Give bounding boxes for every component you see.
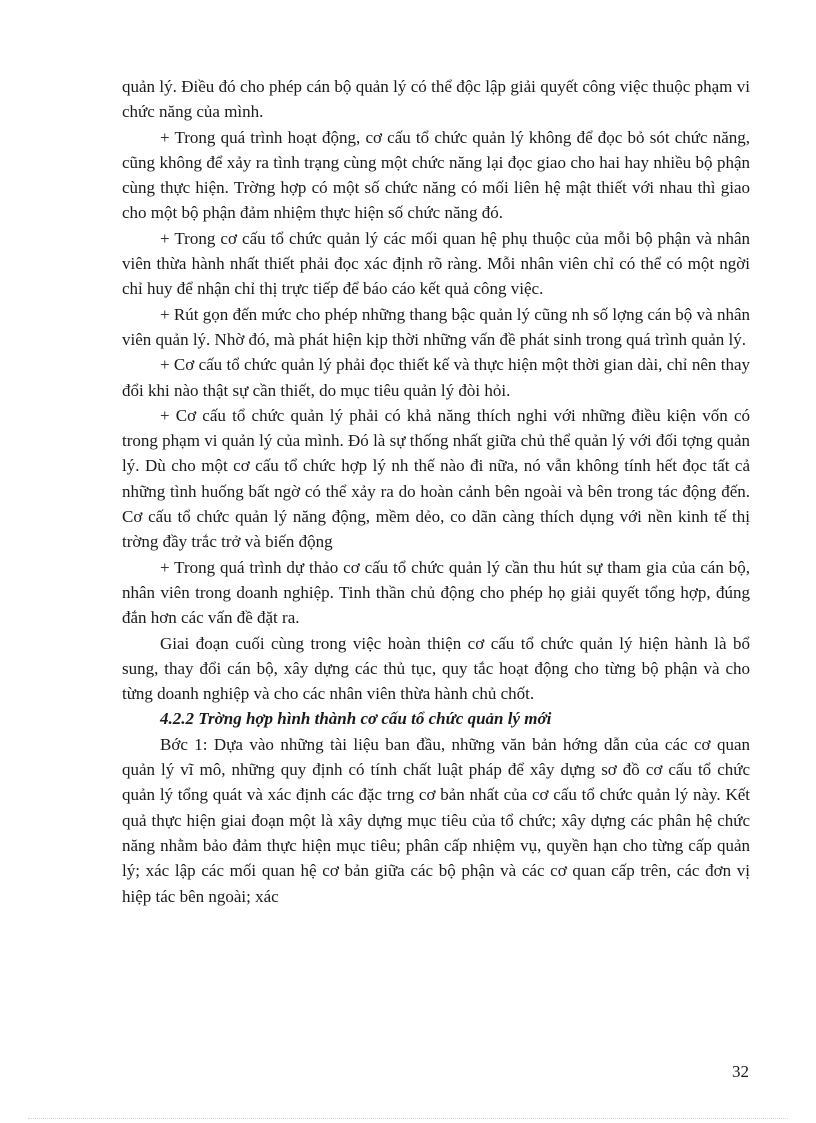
document-body bbox=[122, 74, 750, 909]
paragraph-item-6: + Trong quá trình dự thảo cơ cấu tổ chức quản lý cần thu hút sự tham gia của cán bộ, nhân viên trong doanh nghiệp. Tinh thần chủ động cho phép họ giải quyết tổng hợp, đúng đắn hơn các vấn đề đặt ra. bbox=[122, 557, 750, 628]
paragraph-item-3: + Rút gọn đến mức cho phép những thang bậc quản lý cũng nh số lợng cán bộ và nhân viên quản lý. Nhờ đó, mà phát hiện kịp thời những vấn đề phát sinh trong quá trình quản lý. bbox=[122, 304, 750, 349]
page-number: 32 bbox=[732, 1062, 749, 1081]
paragraph-continuation: quản lý. Điều đó cho phép cán bộ quản lý có thể độc lập giải quyết công việc thuộc phạm vi chức năng của mình. bbox=[122, 77, 750, 122]
paragraph-final-stage: Giai đoạn cuối cùng trong việc hoàn thiện cơ cấu tổ chức quản lý hiện hành là bổ sung, thay đổi cán bộ, xây dựng các thủ tục, quy tắc hoạt động cho từng bộ phận và cho từng doanh nghiệp và cho các nhân viên thừa hành chủ chốt. bbox=[122, 633, 750, 704]
paragraph-item-1: + Trong quá trình hoạt động, cơ cấu tổ chức quản lý không để đọc bỏ sót chức năng, cũng không để xảy ra tình trạng cùng một chức năng lại đọc giao cho hai hay nhiều bộ phận cùng thực hiện. Trờng hợp có một số chức năng có mối liên hệ mật thiết với nhau thì giao cho một bộ phận đảm nhiệm thực hiện số chức năng đó. bbox=[122, 127, 750, 223]
paragraph-item-2: + Trong cơ cấu tổ chức quản lý các mối quan hệ phụ thuộc của mỗi bộ phận và nhân viên thừa hành nhất thiết phải đọc xác định rõ ràng. Mỗi nhân viên chỉ có thể có một ngời chỉ huy để nhận chỉ thị trực tiếp để báo cáo kết quả công việc. bbox=[122, 228, 750, 299]
paragraph-item-4: + Cơ cấu tổ chức quản lý phải đọc thiết kế và thực hiện một thời gian dài, chỉ nên thay đổi khi nào thật sự cần thiết, do mục tiêu quản lý đòi hỏi. bbox=[122, 355, 750, 400]
section-heading: 4.2.2 Trờng hợp hình thành cơ cấu tổ chức quản lý mới bbox=[160, 709, 552, 729]
paragraph-step-1: Bớc 1: Dựa vào những tài liệu ban đầu, những văn bản hớng dẫn của các cơ quan quản lý vĩ mô, những quy định có tính chất luật pháp để xây dựng sơ đồ cơ cấu tổ chức quản lý tổng quát và xác định các đặc trng cơ bản nhất của cơ cấu tổ chức quản lý này. Kết quả thực hiện giai đoạn một là xây dựng mục tiêu của tổ chức; xây dựng các phân hệ chức năng nhằm bảo đảm thực hiện mục tiêu; phân cấp nhiệm vụ, quyền hạn cho từng cấp quản lý; xác lập các mối quan hệ cơ bản giữa các bộ phận và các cơ quan cấp trên, các đơn vị hiệp tác bên ngoài; xác bbox=[122, 734, 750, 906]
page-bottom-border bbox=[28, 1118, 788, 1119]
paragraph-item-5: + Cơ cấu tổ chức quản lý phải có khả năng thích nghi với những điều kiện vốn có trong phạm vi quản lý của mình. Đó là sự thống nhất giữa chủ thể quản lý với đối tợng quản lý. Dù cho một cơ cấu tổ chức hợp lý nh thế nào đi nữa, nó vẫn không tính hết đọc tất cả những tình huống bất ngờ có thể xảy ra do hoàn cảnh bên ngoài và bên trong tác động đến. Cơ cấu tổ chức quản lý năng động, mềm dẻo, co dãn càng thích dụng với nền kinh tế thị trờng đầy trắc trở và biến động bbox=[122, 405, 750, 552]
